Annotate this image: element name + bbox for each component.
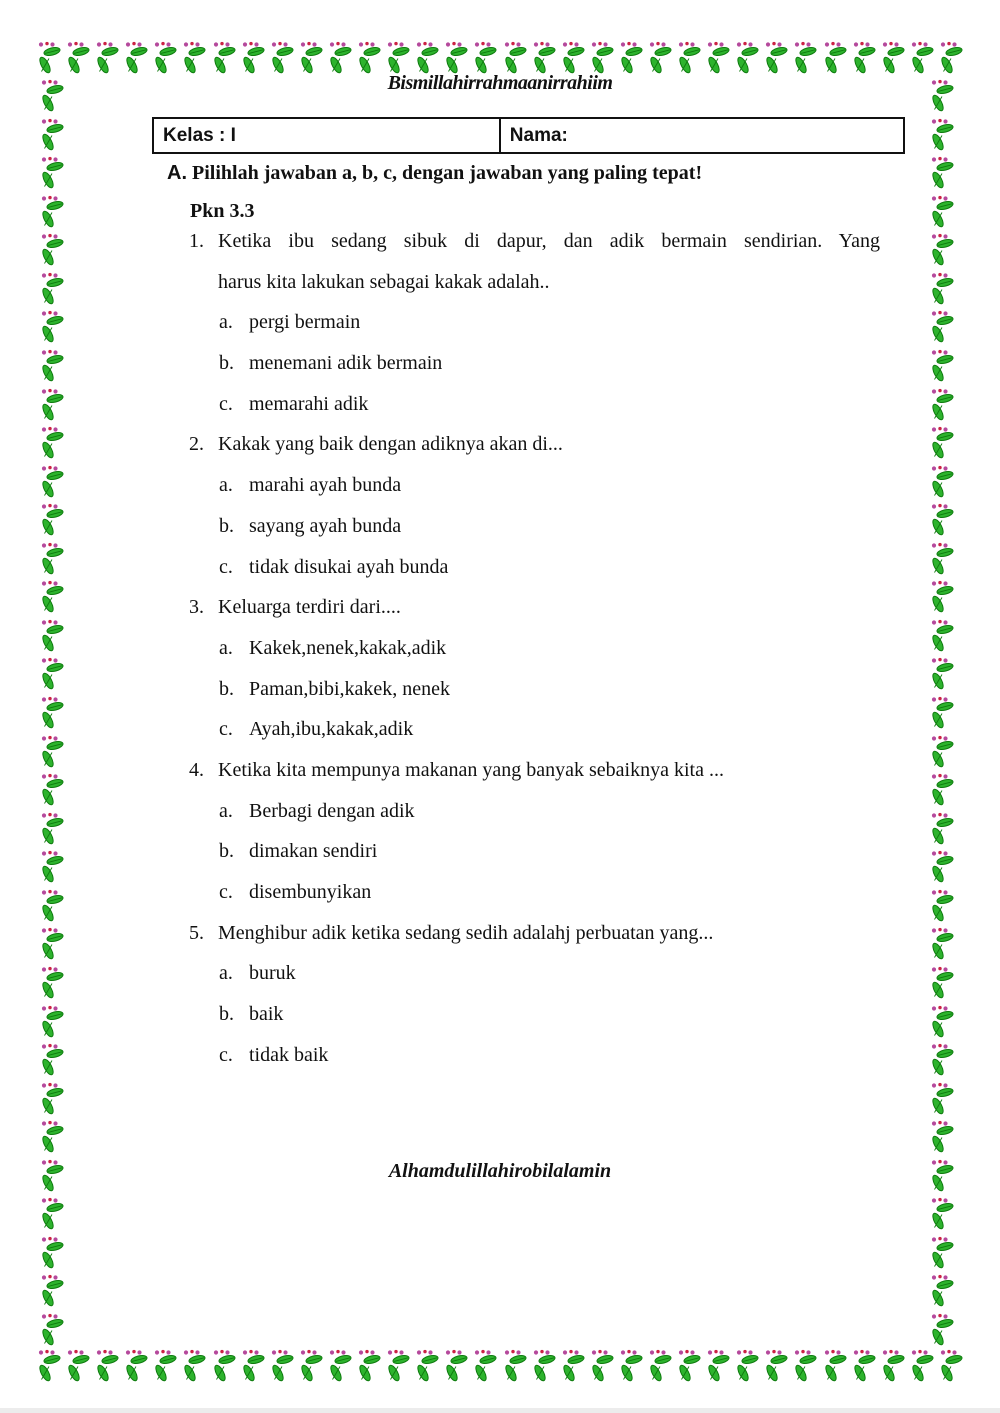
holly-leaf-icon bbox=[928, 772, 956, 808]
holly-leaf-icon bbox=[239, 40, 267, 76]
holly-leaf-icon bbox=[38, 502, 66, 538]
holly-leaf-icon bbox=[821, 1348, 849, 1384]
question-line bbox=[168, 271, 884, 312]
holly-leaf-icon bbox=[38, 1119, 66, 1155]
decorative-border-left bbox=[38, 78, 76, 1348]
holly-leaf-icon bbox=[239, 1348, 267, 1384]
answer-option bbox=[168, 881, 884, 922]
question-list bbox=[168, 230, 884, 1084]
option-letter: a. bbox=[219, 311, 233, 334]
holly-leaf-icon bbox=[93, 40, 121, 76]
question-text: Ketika kita mempunya makanan yang banyak sebaiknya kita ... bbox=[218, 758, 724, 781]
answer-option bbox=[168, 393, 884, 434]
holly-leaf-icon bbox=[928, 1312, 956, 1348]
holly-leaf-icon bbox=[38, 965, 66, 1001]
question-line bbox=[168, 596, 884, 637]
holly-leaf-icon bbox=[675, 1348, 703, 1384]
option-letter: c. bbox=[219, 718, 233, 741]
closing-text: Alhamdulillahirobilalamin bbox=[388, 1160, 612, 1182]
holly-leaf-icon bbox=[928, 1042, 956, 1078]
holly-leaf-icon bbox=[937, 40, 965, 76]
holly-leaf-icon bbox=[355, 40, 383, 76]
option-text: tidak disukai ayah bunda bbox=[249, 555, 449, 578]
holly-leaf-icon bbox=[151, 1348, 179, 1384]
question-text: Keluarga terdiri dari.... bbox=[218, 596, 401, 619]
holly-leaf-icon bbox=[38, 194, 66, 230]
holly-leaf-icon bbox=[908, 40, 936, 76]
question-number: 2. bbox=[189, 433, 204, 456]
holly-leaf-icon bbox=[122, 40, 150, 76]
option-text: tidak baik bbox=[249, 1043, 329, 1066]
holly-leaf-icon bbox=[928, 232, 956, 268]
holly-leaf-icon bbox=[588, 1348, 616, 1384]
answer-option bbox=[168, 515, 884, 556]
holly-leaf-icon bbox=[35, 1348, 63, 1384]
question-3 bbox=[168, 596, 884, 759]
option-text: memarahi adik bbox=[249, 392, 369, 415]
holly-leaf-icon bbox=[928, 656, 956, 692]
holly-leaf-icon bbox=[928, 117, 956, 153]
holly-leaf-icon bbox=[64, 40, 92, 76]
holly-leaf-icon bbox=[928, 579, 956, 615]
answer-option bbox=[168, 1044, 884, 1085]
holly-leaf-icon bbox=[928, 965, 956, 1001]
holly-leaf-icon bbox=[38, 811, 66, 847]
holly-leaf-icon bbox=[93, 1348, 121, 1384]
holly-leaf-icon bbox=[762, 1348, 790, 1384]
holly-leaf-icon bbox=[928, 1119, 956, 1155]
holly-leaf-icon bbox=[38, 579, 66, 615]
answer-option bbox=[168, 718, 884, 759]
holly-leaf-icon bbox=[268, 1348, 296, 1384]
holly-leaf-icon bbox=[762, 40, 790, 76]
holly-leaf-icon bbox=[928, 1273, 956, 1309]
question-line bbox=[168, 433, 884, 474]
holly-leaf-icon bbox=[471, 40, 499, 76]
holly-leaf-icon bbox=[928, 888, 956, 924]
answer-option bbox=[168, 840, 884, 881]
holly-leaf-icon bbox=[297, 40, 325, 76]
option-text: pergi bermain bbox=[249, 311, 361, 334]
holly-leaf-icon bbox=[879, 1348, 907, 1384]
holly-leaf-icon bbox=[355, 1348, 383, 1384]
holly-leaf-icon bbox=[38, 1004, 66, 1040]
holly-leaf-icon bbox=[151, 40, 179, 76]
holly-leaf-icon bbox=[928, 387, 956, 423]
holly-leaf-icon bbox=[38, 695, 66, 731]
subject-label: Pkn 3.3 bbox=[190, 200, 255, 222]
holly-leaf-icon bbox=[530, 40, 558, 76]
holly-leaf-icon bbox=[38, 1235, 66, 1271]
holly-leaf-icon bbox=[210, 40, 238, 76]
holly-leaf-icon bbox=[928, 1196, 956, 1232]
holly-leaf-icon bbox=[588, 40, 616, 76]
holly-leaf-icon bbox=[38, 117, 66, 153]
question-1 bbox=[168, 230, 884, 433]
holly-leaf-icon bbox=[704, 1348, 732, 1384]
option-letter: b. bbox=[219, 677, 234, 700]
option-text: dimakan sendiri bbox=[249, 840, 378, 863]
question-text: Menghibur adik ketika sedang sedih adalahj perbuatan yang... bbox=[218, 921, 714, 944]
question-line bbox=[168, 230, 884, 271]
holly-leaf-icon bbox=[733, 40, 761, 76]
option-text: baik bbox=[249, 1003, 284, 1026]
holly-leaf-icon bbox=[928, 194, 956, 230]
holly-leaf-icon bbox=[384, 1348, 412, 1384]
option-text: Berbagi dengan adik bbox=[249, 799, 415, 822]
holly-leaf-icon bbox=[38, 656, 66, 692]
question-line bbox=[168, 759, 884, 800]
answer-option bbox=[168, 352, 884, 393]
option-text: marahi ayah bunda bbox=[249, 474, 402, 497]
section-a-text: Pilihlah jawaban a, b, c, dengan jawaban yang paling tepat! bbox=[187, 162, 703, 184]
holly-leaf-icon bbox=[122, 1348, 150, 1384]
holly-leaf-icon bbox=[501, 1348, 529, 1384]
holly-leaf-icon bbox=[38, 1081, 66, 1117]
question-number: 4. bbox=[189, 758, 204, 781]
holly-leaf-icon bbox=[646, 1348, 674, 1384]
holly-leaf-icon bbox=[38, 232, 66, 268]
holly-leaf-icon bbox=[38, 155, 66, 191]
option-text: disembunyikan bbox=[249, 881, 372, 903]
holly-leaf-icon bbox=[38, 849, 66, 885]
option-text: Paman,bibi,kakek, nenek bbox=[249, 677, 451, 700]
bismillah-title: Bismillahirrahmaanirrahiim bbox=[387, 72, 613, 94]
holly-leaf-icon bbox=[38, 309, 66, 345]
decorative-border-bottom bbox=[35, 1348, 965, 1386]
holly-leaf-icon bbox=[64, 1348, 92, 1384]
holly-leaf-icon bbox=[928, 1081, 956, 1117]
holly-leaf-icon bbox=[38, 888, 66, 924]
holly-leaf-icon bbox=[268, 40, 296, 76]
holly-leaf-icon bbox=[38, 271, 66, 307]
holly-leaf-icon bbox=[38, 348, 66, 384]
decorative-border-right bbox=[928, 78, 966, 1348]
holly-leaf-icon bbox=[937, 1348, 965, 1384]
holly-leaf-icon bbox=[501, 40, 529, 76]
question-text: Kakak yang baik dengan adiknya akan di... bbox=[218, 433, 563, 456]
option-letter: b. bbox=[219, 840, 234, 863]
holly-leaf-icon bbox=[326, 1348, 354, 1384]
holly-leaf-icon bbox=[928, 811, 956, 847]
holly-leaf-icon bbox=[928, 271, 956, 307]
holly-leaf-icon bbox=[471, 1348, 499, 1384]
holly-leaf-icon bbox=[38, 1312, 66, 1348]
holly-leaf-icon bbox=[38, 1042, 66, 1078]
answer-option bbox=[168, 678, 884, 719]
question-number: 1. bbox=[189, 230, 204, 252]
holly-leaf-icon bbox=[704, 40, 732, 76]
holly-leaf-icon bbox=[38, 1196, 66, 1232]
answer-option bbox=[168, 556, 884, 597]
holly-leaf-icon bbox=[413, 40, 441, 76]
holly-leaf-icon bbox=[38, 772, 66, 808]
answer-option bbox=[168, 637, 884, 678]
option-letter: a. bbox=[219, 636, 233, 659]
question-line bbox=[168, 922, 884, 963]
option-letter: c. bbox=[219, 392, 233, 415]
option-letter: c. bbox=[219, 881, 233, 903]
holly-leaf-icon bbox=[35, 40, 63, 76]
holly-leaf-icon bbox=[413, 1348, 441, 1384]
holly-leaf-icon bbox=[38, 464, 66, 500]
holly-leaf-icon bbox=[530, 1348, 558, 1384]
holly-leaf-icon bbox=[928, 502, 956, 538]
question-2 bbox=[168, 433, 884, 596]
option-letter: a. bbox=[219, 799, 233, 822]
option-letter: a. bbox=[219, 474, 233, 497]
option-text: buruk bbox=[249, 962, 296, 985]
holly-leaf-icon bbox=[928, 734, 956, 770]
holly-leaf-icon bbox=[908, 1348, 936, 1384]
holly-leaf-icon bbox=[442, 40, 470, 76]
holly-leaf-icon bbox=[180, 1348, 208, 1384]
holly-leaf-icon bbox=[38, 734, 66, 770]
option-letter: b. bbox=[219, 1003, 234, 1026]
option-text: Ayah,ibu,kakak,adik bbox=[249, 718, 414, 741]
option-text: Kakek,nenek,kakak,adik bbox=[249, 636, 447, 659]
option-text: sayang ayah bunda bbox=[249, 514, 402, 537]
holly-leaf-icon bbox=[791, 1348, 819, 1384]
holly-leaf-icon bbox=[180, 40, 208, 76]
holly-leaf-icon bbox=[617, 40, 645, 76]
holly-leaf-icon bbox=[879, 40, 907, 76]
section-a-label: A. bbox=[167, 162, 187, 184]
holly-leaf-icon bbox=[928, 1004, 956, 1040]
holly-leaf-icon bbox=[928, 309, 956, 345]
holly-leaf-icon bbox=[791, 40, 819, 76]
holly-leaf-icon bbox=[928, 348, 956, 384]
holly-leaf-icon bbox=[617, 1348, 645, 1384]
holly-leaf-icon bbox=[928, 541, 956, 577]
holly-leaf-icon bbox=[733, 1348, 761, 1384]
question-text: Ketika ibu sedang sibuk di dapur, dan adik bermain sendirian. Yang bbox=[218, 230, 880, 252]
answer-option bbox=[168, 800, 884, 841]
holly-leaf-icon bbox=[928, 926, 956, 962]
option-letter: b. bbox=[219, 514, 234, 537]
holly-leaf-icon bbox=[442, 1348, 470, 1384]
holly-leaf-icon bbox=[38, 387, 66, 423]
holly-leaf-icon bbox=[928, 695, 956, 731]
holly-leaf-icon bbox=[675, 40, 703, 76]
holly-leaf-icon bbox=[38, 425, 66, 461]
holly-leaf-icon bbox=[559, 1348, 587, 1384]
holly-leaf-icon bbox=[646, 40, 674, 76]
holly-leaf-icon bbox=[928, 618, 956, 654]
holly-leaf-icon bbox=[928, 849, 956, 885]
holly-leaf-icon bbox=[559, 40, 587, 76]
holly-leaf-icon bbox=[928, 155, 956, 191]
question-number: 3. bbox=[189, 596, 204, 619]
option-letter: a. bbox=[219, 962, 233, 985]
option-letter: b. bbox=[219, 352, 234, 375]
holly-leaf-icon bbox=[210, 1348, 238, 1384]
holly-leaf-icon bbox=[384, 40, 412, 76]
option-letter: c. bbox=[219, 555, 233, 578]
holly-leaf-icon bbox=[38, 1273, 66, 1309]
holly-leaf-icon bbox=[821, 40, 849, 76]
answer-option bbox=[168, 962, 884, 1003]
holly-leaf-icon bbox=[850, 1348, 878, 1384]
holly-leaf-icon bbox=[38, 618, 66, 654]
holly-leaf-icon bbox=[297, 1348, 325, 1384]
holly-leaf-icon bbox=[928, 425, 956, 461]
holly-leaf-icon bbox=[38, 926, 66, 962]
question-5 bbox=[168, 922, 884, 1085]
question-text: harus kita lakukan sebagai kakak adalah.. bbox=[218, 270, 550, 293]
holly-leaf-icon bbox=[928, 1235, 956, 1271]
holly-leaf-icon bbox=[928, 464, 956, 500]
answer-option bbox=[168, 311, 884, 352]
question-4 bbox=[168, 759, 884, 922]
question-number: 5. bbox=[189, 921, 204, 944]
page-edge-shadow bbox=[0, 1408, 1000, 1413]
kelas-cell: Kelas : I bbox=[154, 119, 501, 152]
holly-leaf-icon bbox=[850, 40, 878, 76]
holly-leaf-icon bbox=[38, 541, 66, 577]
section-a-instruction bbox=[167, 162, 702, 185]
answer-option bbox=[168, 1003, 884, 1044]
header-table bbox=[152, 117, 905, 154]
nama-cell: Nama: bbox=[509, 124, 568, 146]
answer-option bbox=[168, 474, 884, 515]
option-text: menemani adik bermain bbox=[249, 352, 443, 375]
holly-leaf-icon bbox=[326, 40, 354, 76]
option-letter: c. bbox=[219, 1043, 233, 1066]
